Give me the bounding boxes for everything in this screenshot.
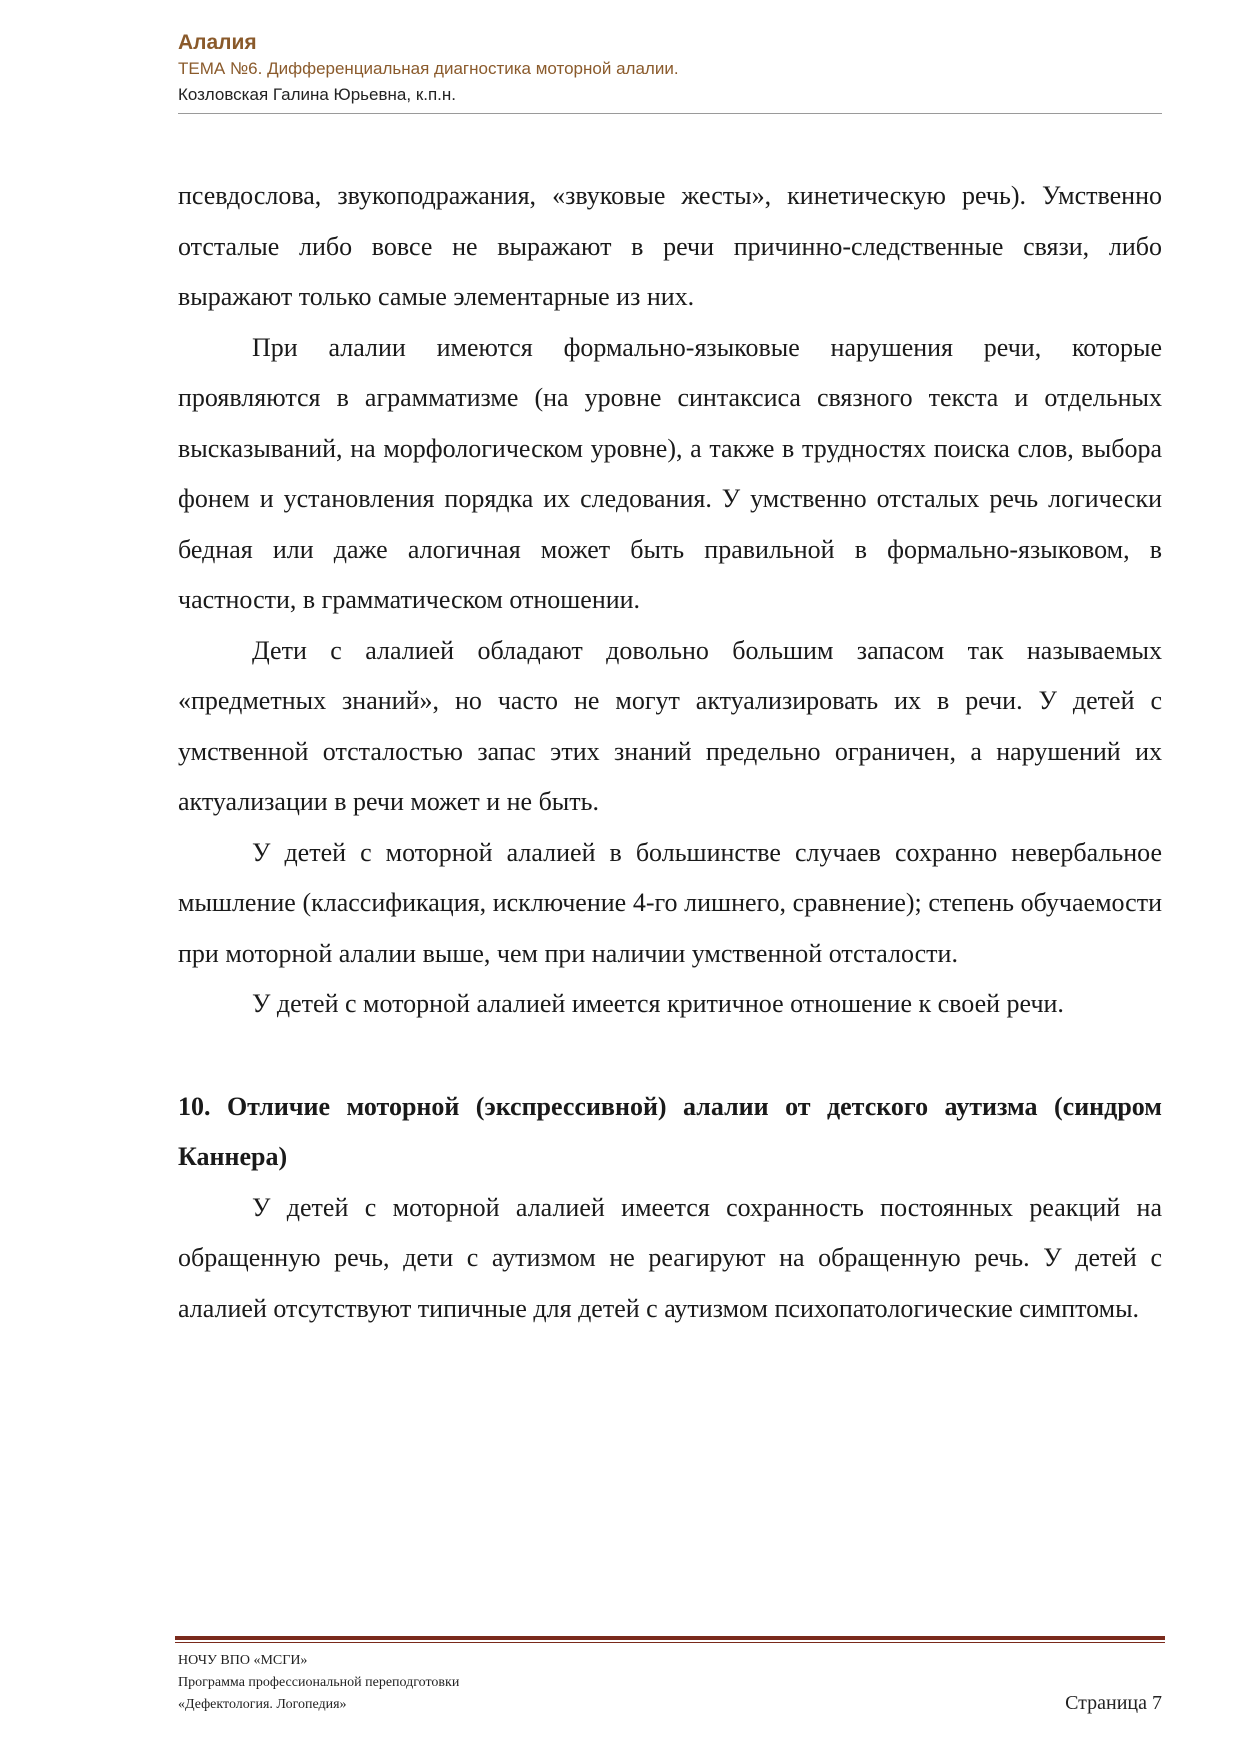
- paragraph-5: У детей с моторной алалией имеется критичное отношение к своей речи.: [252, 989, 1064, 1018]
- topic-title: ТЕМА №6. Дифференциальная диагностика моторной алалии.: [178, 59, 679, 78]
- header-divider: [178, 113, 1162, 114]
- paragraph-4: У детей с моторной алалией в большинстве случаев сохранно невербальное мышление (классификация, исключение 4-го лишнего, сравнение); степень обучаемости при моторной алалии выше, чем при наличии умственной отсталости.: [178, 837, 1162, 968]
- paragraph-2: При алалии имеются формально-языковые нарушения речи, которые проявляются в аграмматизме (на уровне синтаксиса связного текста и отдельных высказываний, на морфологическом уровне), а также в трудностях поиска слов, выбора фонем и установления порядка их следования. У умственно отсталых речь логически бедная или даже алогичная может быть правильной в формально-языковом, в частности, в грамматическом отношении.: [178, 332, 1162, 614]
- footer-program: Программа профессиональной переподготовки: [178, 1675, 460, 1690]
- paragraph-3: Дети с алалией обладают довольно большим запасом так называемых «предметных знаний», но часто не могут актуализировать их в речи. У детей с умственной отсталостью запас этих знаний предельно ограничен, а нарушений их актуализации в речи может и не быть.: [178, 635, 1162, 816]
- course-title: Алалия: [178, 31, 257, 54]
- footer-institution: НОЧУ ВПО «МСГИ»: [178, 1653, 308, 1668]
- section-heading: 10. Отличие моторной (экспрессивной) алалии от детского аутизма (синдром Каннера): [178, 1091, 1162, 1171]
- page-number: Страница 7: [1065, 1692, 1162, 1714]
- page-header: [178, 30, 1162, 108]
- footer-divider-thick: [175, 1636, 1165, 1640]
- page-footer: [178, 1650, 1162, 1716]
- footer-divider-thin: [175, 1642, 1165, 1643]
- document-body: [178, 171, 1162, 1334]
- author-line: Козловская Галина Юрьевна, к.п.н.: [178, 85, 457, 104]
- paragraph-1: псевдослова, звукоподражания, «звуковые жесты», кинетическую речь). Умственно отсталые либо вовсе не выражают в речи причинно-следственные связи, либо выражают только самые элементарные из них.: [178, 181, 1162, 311]
- paragraph-6: У детей с моторной алалией имеется сохранность постоянных реакций на обращенную речь, дети с аутизмом не реагируют на обращенную речь. У детей с алалией отсутствуют типичные для детей с аутизмом психопатологические симптомы.: [178, 1192, 1162, 1323]
- footer-course: «Дефектология. Логопедия»: [178, 1697, 347, 1712]
